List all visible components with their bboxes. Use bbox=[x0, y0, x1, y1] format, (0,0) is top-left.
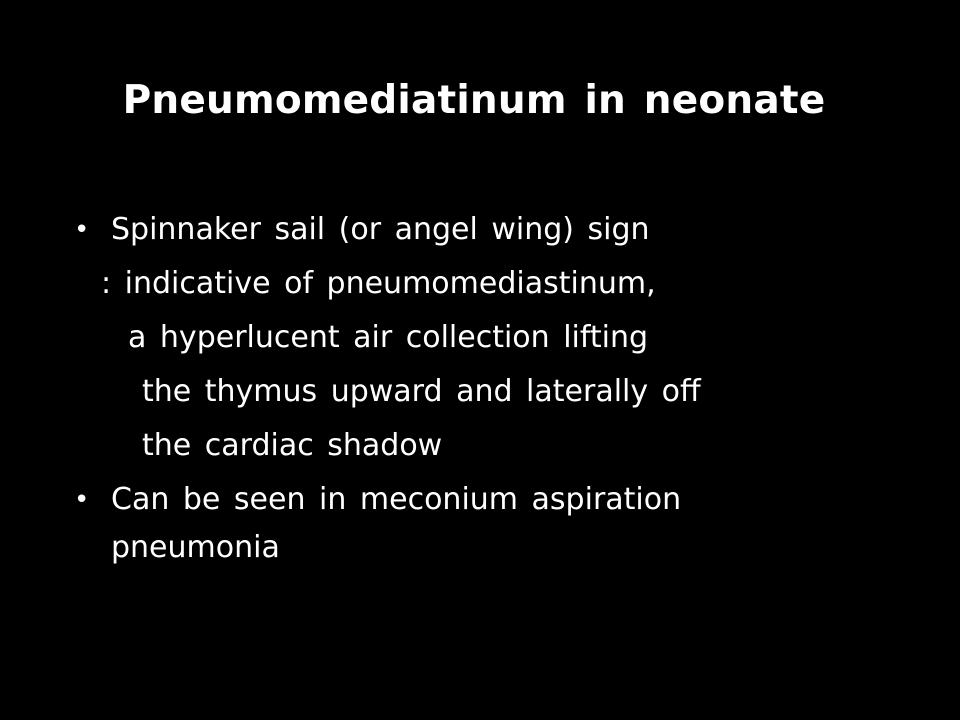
bullet-1-line-3: a hyperlucent air collection lifting bbox=[128, 320, 649, 355]
bullet-1-line-5: the cardiac shadow bbox=[142, 428, 443, 463]
bullet-marker: • bbox=[74, 485, 90, 515]
bullet-1-line-2: : indicative of pneumomediastinum, bbox=[101, 266, 656, 301]
slide-title: Pneumomediatinum in neonate bbox=[122, 78, 826, 123]
bullet-1-line-4: the thymus upward and laterally off bbox=[142, 374, 701, 409]
bullet-2-line-1: Can be seen in meconium aspiration bbox=[111, 482, 682, 517]
bullet-1-line-1: Spinnaker sail (or angel wing) sign bbox=[111, 212, 650, 247]
bullet-marker: • bbox=[74, 215, 90, 245]
bullet-2-line-2: pneumonia bbox=[111, 530, 280, 565]
